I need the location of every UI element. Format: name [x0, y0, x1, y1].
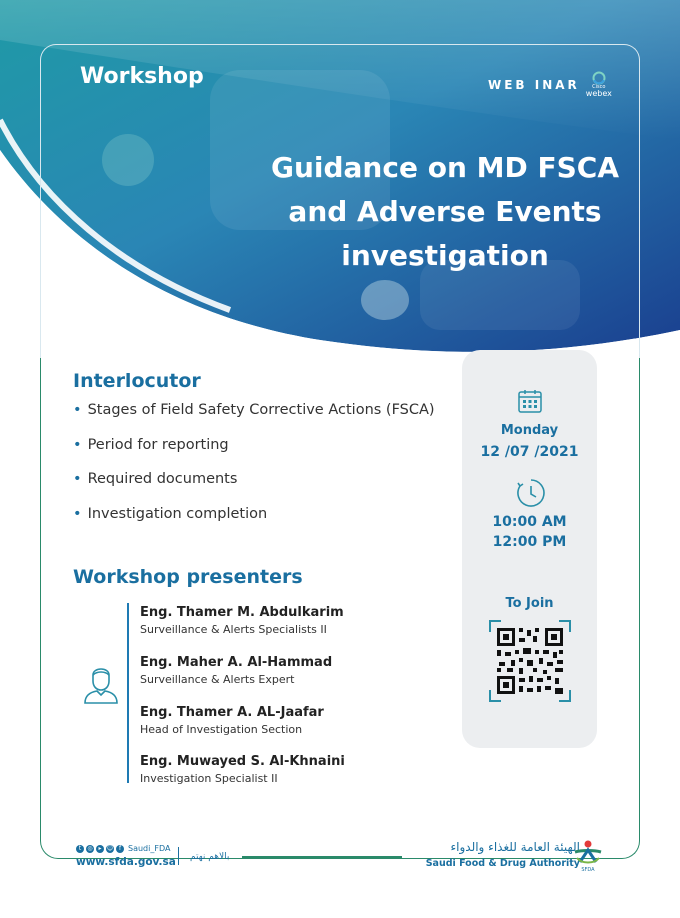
- person-icon: [83, 661, 119, 705]
- presenter-name: Eng. Thamer M. Abdulkarim: [140, 605, 344, 620]
- interlocutor-heading: Interlocutor: [73, 370, 201, 392]
- list-item: [73, 506, 435, 541]
- logo-text: SFDA: [581, 867, 595, 872]
- presenter-name: Eng. Muwayed S. Al-Khnaini: [140, 754, 345, 769]
- list-item-text: Investigation completion: [87, 505, 268, 522]
- webex-small-label: Cisco: [592, 84, 606, 90]
- title-line-2: and Adverse Events: [288, 195, 602, 228]
- webinar-label: WEB INAR: [488, 77, 580, 92]
- bullet-icon: •: [73, 471, 82, 487]
- calendar-icon: [517, 388, 543, 414]
- presenter-entry: [140, 754, 345, 785]
- presenter-entry: [140, 655, 332, 686]
- presenter-role: Surveillance & Alerts Specialists II: [140, 623, 327, 636]
- presenter-role: Surveillance & Alerts Expert: [140, 673, 295, 686]
- youtube-icon[interactable]: ▸: [96, 845, 104, 853]
- schedule-start-time: 10:00 AM: [492, 514, 567, 530]
- join-label: To Join: [505, 596, 554, 611]
- social-links: [76, 844, 170, 853]
- list-item: [73, 402, 435, 437]
- presenter-name: Eng. Maher A. Al-Hammad: [140, 655, 333, 670]
- twitter-icon[interactable]: t: [76, 845, 84, 853]
- presenter-role: Investigation Specialist II: [140, 772, 278, 785]
- workshop-label: Workshop: [80, 64, 204, 89]
- org-name-arabic: الهيئة العامة للغذاء والدواء: [450, 840, 580, 854]
- interlocutor-list: [73, 402, 435, 540]
- presenter-entry: [140, 705, 324, 736]
- presenter-name: Eng. Thamer A. AL-Jaafar: [140, 705, 324, 720]
- webinar-brand: [488, 71, 612, 98]
- schedule-day: Monday: [500, 423, 559, 438]
- schedule-end-time: 12:00 PM: [492, 534, 567, 550]
- list-item-text: Required documents: [87, 471, 238, 487]
- sfda-logo: [572, 838, 604, 872]
- webex-label: webex: [585, 89, 612, 98]
- slogan: بالاهم نهتم: [190, 852, 230, 862]
- snapchat-icon[interactable]: ☺: [106, 844, 114, 852]
- list-item: [73, 437, 435, 472]
- list-item-text: Period for reporting: [87, 436, 229, 453]
- schedule-date: 12 /07 /2021: [480, 444, 579, 460]
- footer-line: [242, 856, 402, 858]
- bullet-icon: •: [73, 505, 82, 522]
- website-link[interactable]: www.sfda.gov.sa: [76, 856, 176, 868]
- clock-icon: [516, 478, 546, 508]
- presenter-entry: [140, 605, 344, 636]
- bullet-icon: •: [73, 436, 82, 453]
- facebook-icon[interactable]: f: [116, 845, 124, 853]
- page-title: [250, 146, 640, 278]
- presenter-role: Head of Investigation Section: [140, 723, 303, 736]
- presenters-heading: Workshop presenters: [73, 566, 303, 588]
- presenters-divider: [127, 603, 129, 783]
- footer-divider: [178, 847, 179, 865]
- org-name-english: Saudi Food & Drug Authority: [425, 858, 580, 869]
- title-line-3: investigation: [341, 239, 549, 272]
- bullet-icon: •: [73, 402, 82, 418]
- social-handle[interactable]: Saudi_FDA: [128, 844, 171, 853]
- qr-code[interactable]: [489, 620, 571, 702]
- webex-logo: [586, 71, 612, 98]
- webex-icon: [592, 71, 606, 85]
- list-item: [73, 471, 435, 506]
- title-line-1: Guidance on MD FSCA: [270, 151, 619, 184]
- instagram-icon[interactable]: ◎: [87, 844, 93, 852]
- list-item-text: Stages of Field Safety Corrective Actions (FSCA): [87, 402, 435, 418]
